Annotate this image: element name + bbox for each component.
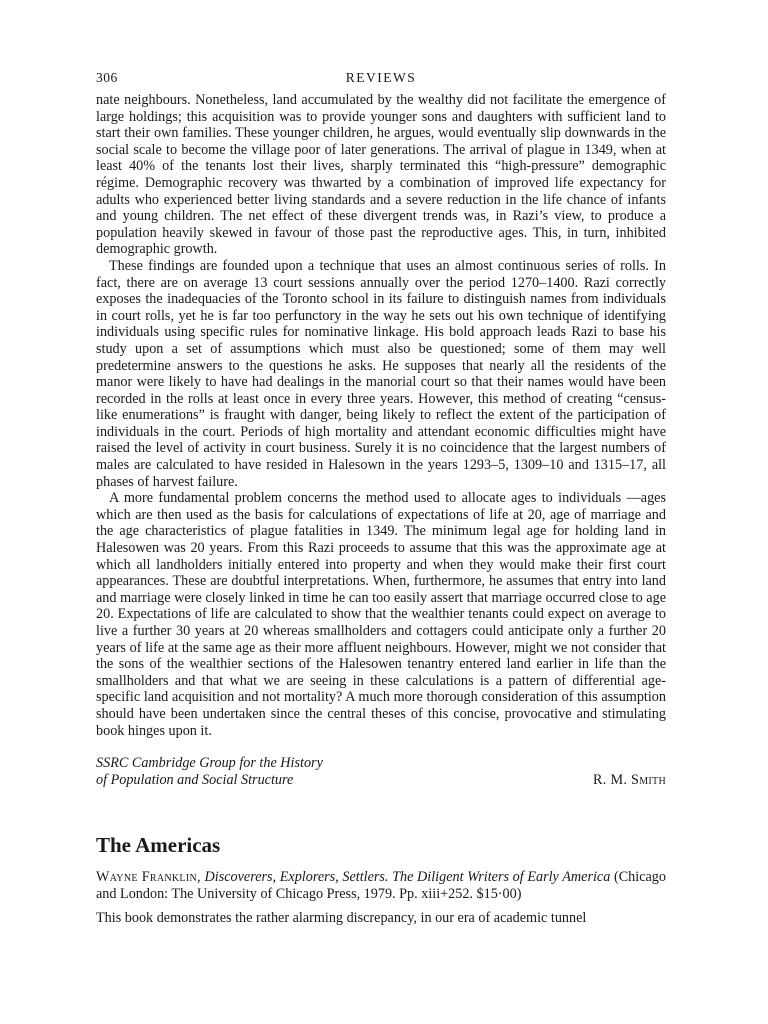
running-title: REVIEWS bbox=[345, 70, 417, 85]
review-smith bbox=[96, 92, 666, 789]
document-page bbox=[96, 70, 666, 927]
review-paragraph: A more fundamental problem concerns the method used to allocate ages to individuals —ages which are then used as the basis for calculations of expectations of life at 20, age of marriage and the age characteristics of plague fatalities in 1349. The minimum legal age for holding land in Halesowen was 20 years. From this Razi proceeds to assume that this was the approximate age at which all landholders initially entered into property and when they would make their first court appearances. These are doubtful interpretations. When, furthermore, he assumes that entry into land and marriage were closely linked in time he can too easily assert that marriage occurred close to age 20. Expectations of life are calculated to show that the wealthier tenants could expect on average to live a further 30 years at 20 whereas smallholders and cottagers could anticipate only a further 20 years of life at the same age as their more affluent neighbours. However, might we not consider that the sons of the wealthier sections of the Halesowen tenantry entered land earlier in life than the smallholders and that what we are seeing in these calculations is a pattern of differential age-specific land acquisition and not mortality? A much more thorough consideration of this assumption should have been undertaken since the central theses of this concise, provocative and stimulating book hinges upon it. bbox=[96, 490, 666, 739]
book-publication: (Chicago and London: The University of Chicago Press, 1979. Pp. xiii+252. $15·00) bbox=[96, 869, 666, 902]
reviewer-affiliation: of Population and Social Structure bbox=[96, 772, 294, 789]
review-paragraph: nate neighbours. Nonetheless, land accumulated by the wealthy did not facilitate the emergence of large holdings; this acquisition was to provide younger sons and daughters with sufficient land to start their own families. These younger children, he argues, would eventually slip downwards in the social scale to become the village poor of later generations. The arrival of plague in 1349, when at least 40% of the tenants lost their lives, sharply terminated this “high-pressure” demographic régime. Demographic recovery was thwarted by a combination of improved life expectancy for adults who experienced better living standards and a severe reduction in the life chance of infants and young children. The net effect of these divergent trends was, in Razi’s view, to produce a population heavily skewed in favour of those past the reproductive ages. This, in turn, inhibited demographic growth. bbox=[96, 92, 666, 258]
running-head bbox=[96, 70, 666, 92]
reviewer-affiliation: SSRC Cambridge Group for the History bbox=[96, 755, 323, 772]
reviewer-name: R. M. Smith bbox=[592, 772, 666, 789]
review-paragraph: This book demonstrates the rather alarming discrepancy, in our era of academic tunnel bbox=[96, 910, 587, 927]
signature-block bbox=[96, 755, 666, 789]
book-author: Wayne Franklin, bbox=[96, 869, 201, 886]
page-number: 306 bbox=[96, 70, 118, 85]
book-citation bbox=[96, 869, 666, 902]
review-franklin bbox=[96, 869, 666, 927]
book-title: Discoverers, Explorers, Settlers. The Diligent Writers of Early America bbox=[204, 869, 611, 886]
section-heading: The Americas bbox=[96, 833, 221, 858]
review-paragraph: These findings are founded upon a technique that uses an almost continuous series of rolls. In fact, there are on average 13 court sessions annually over the period 1270–1400. Razi correctly exposes the inadequacies of the Toronto school in its failure to distinguish names from individuals in court rolls, yet he is far too perfunctory in the way he sets out his own technique of identifying individuals using specific rules for nominative linkage. His bold approach leads Razi to base his study upon a set of assumptions which must also be questioned; some of them may well predetermine answers to the questions he asks. He supposes that nearly all the residents of the manor were likely to have had dealings in the manorial court so that their names would have been recorded in the rolls at least once in every three years. However, this method of creating “census-like enumerations” is fraught with danger, being likely to reflect the extent of the participation of individuals in the court. Periods of high mortality and attendant economic difficulties might have raised the level of activity in court business. Surely it is no coincidence that the largest numbers of males are calculated to have resided in Halesown in the years 1293–5, 1309–10 and 1315–17, all phases of harvest failure. bbox=[96, 257, 666, 490]
